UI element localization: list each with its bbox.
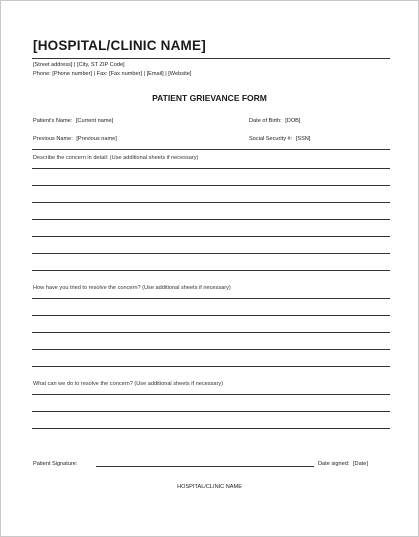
what-line[interactable] (32, 394, 390, 395)
dob-label: Date of Birth: (249, 118, 282, 124)
tried-line[interactable] (32, 298, 390, 299)
address-line: [Street address] | [City, ST ZIP Code] (33, 62, 125, 68)
hospital-name-heading: [HOSPITAL/CLINIC NAME] (33, 38, 206, 53)
tried-line[interactable] (32, 366, 390, 367)
header-divider (32, 58, 390, 59)
tried-line[interactable] (32, 315, 390, 316)
concern-line[interactable] (32, 219, 390, 220)
dob-value: [DOB] (285, 118, 301, 124)
tried-line[interactable] (32, 332, 390, 333)
previous-name-label: Previous Name: (33, 136, 73, 142)
patient-name-field[interactable] (33, 118, 113, 124)
patient-name-label: Patient's Name: (33, 118, 73, 124)
concern-prompt: Describe the concern in detail: (Use additional sheets if necessary) (33, 155, 199, 161)
tried-prompt: How have you tried to resolve the concern? (Use additional sheets if necessary) (33, 285, 231, 291)
signature-line[interactable] (96, 466, 314, 467)
signature-label: Patient Signature: (33, 461, 78, 467)
patient-name-value: [Current name] (75, 118, 114, 124)
ssn-label: Social Security #: (249, 136, 293, 142)
tried-line[interactable] (32, 349, 390, 350)
form-title: PATIENT GRIEVANCE FORM (152, 93, 267, 103)
ssn-field[interactable] (249, 136, 310, 142)
what-line[interactable] (32, 411, 390, 412)
dob-field[interactable] (249, 118, 300, 124)
concern-line[interactable] (32, 236, 390, 237)
section-divider (32, 149, 390, 150)
what-line[interactable] (32, 428, 390, 429)
what-prompt: What can we do to resolve the concern? (Use additional sheets if necessary) (33, 381, 223, 387)
concern-line[interactable] (32, 253, 390, 254)
concern-line[interactable] (32, 270, 390, 271)
previous-name-value: [Previous name] (76, 136, 117, 142)
concern-line[interactable] (32, 168, 390, 169)
footer-name: HOSPITAL/CLINIC NAME (177, 484, 242, 490)
date-signed-value: [Date] (352, 461, 368, 467)
contact-line: Phone: [Phone number] | Fax: [Fax number] | [Email] | [Website] (33, 71, 192, 77)
previous-name-field[interactable] (33, 136, 117, 142)
date-signed-label: Date signed: (318, 461, 350, 467)
concern-line[interactable] (32, 185, 390, 186)
concern-line[interactable] (32, 202, 390, 203)
ssn-value: [SSN] (295, 136, 311, 142)
date-signed-field[interactable] (318, 461, 368, 467)
